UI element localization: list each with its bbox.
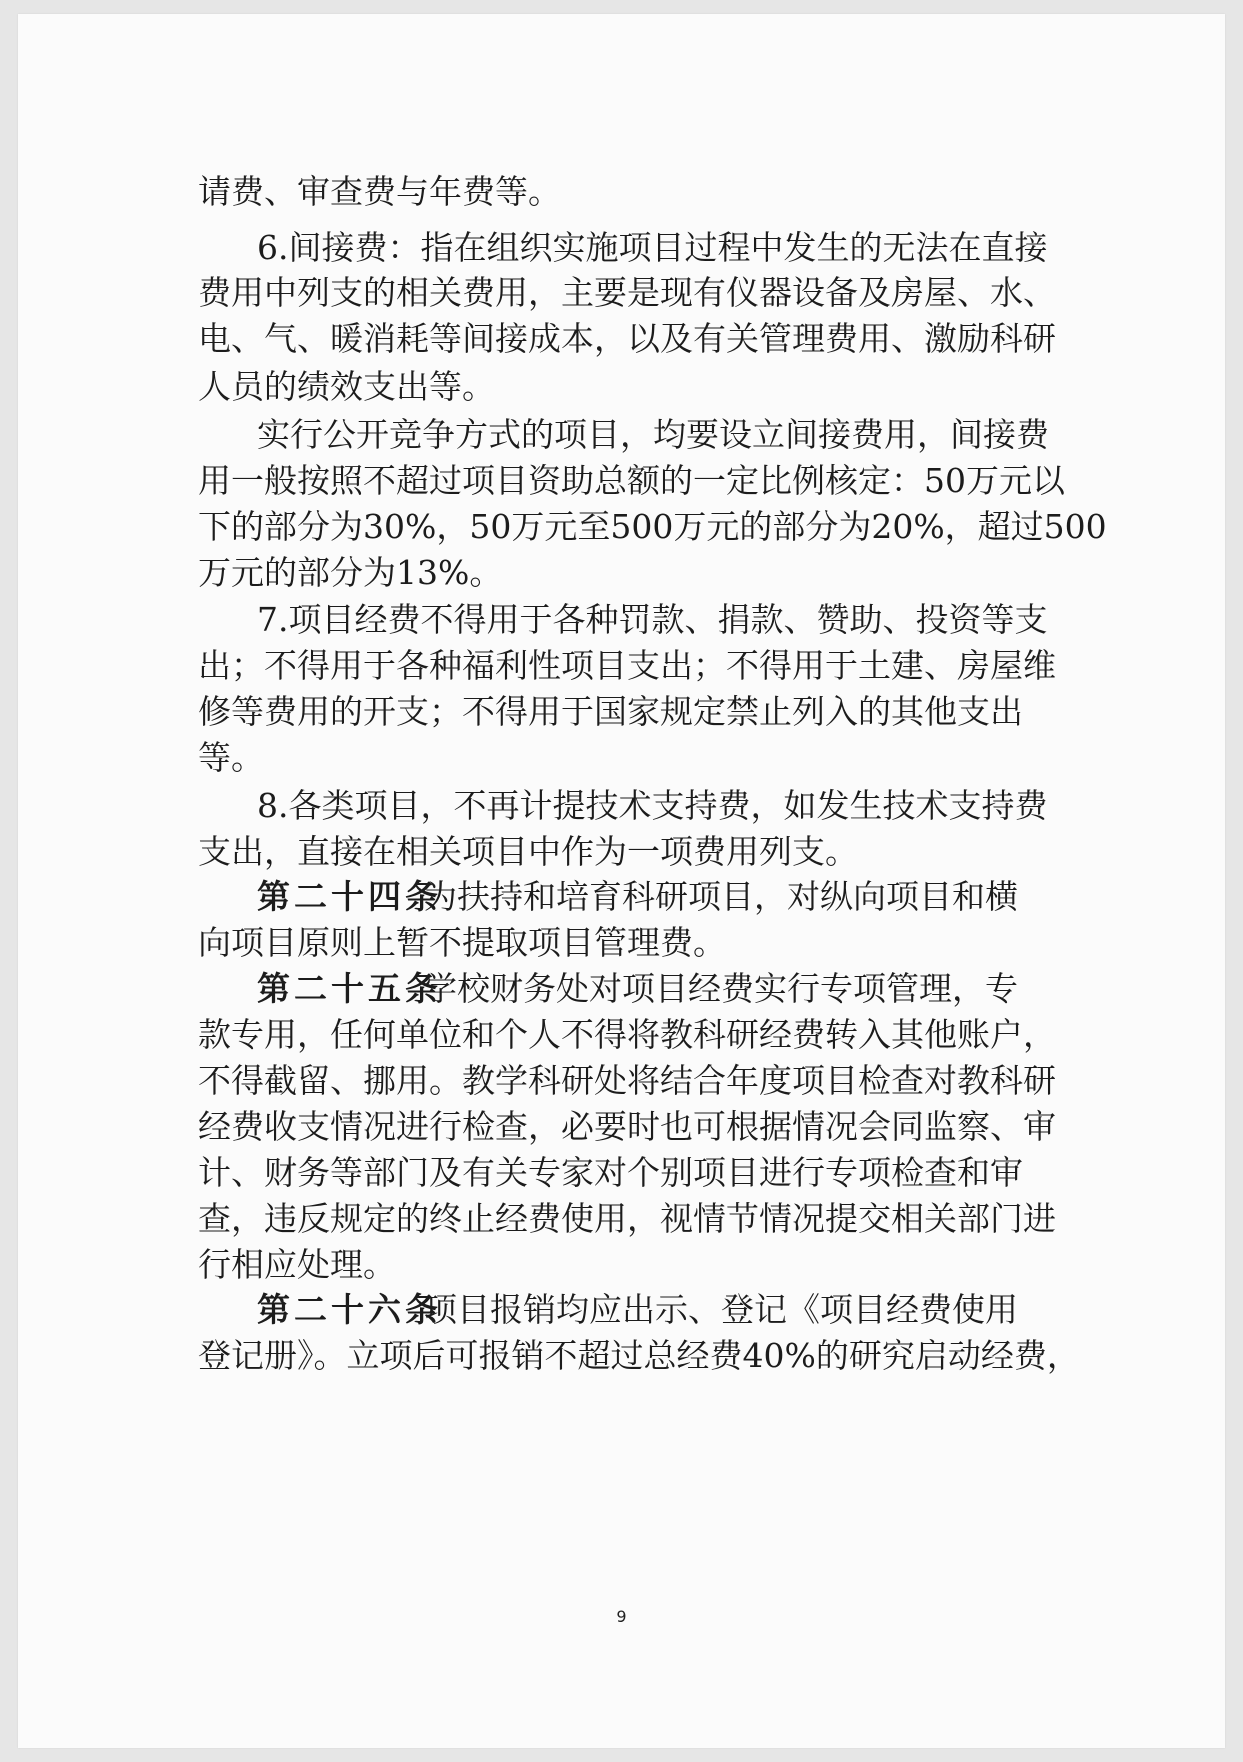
line-text: 修等费用的开支；不得用于国家规定禁止列入的其他支出: [198, 692, 1023, 731]
line-text: 款专用，任何单位和个人不得将教科研经费转入其他账户，: [198, 1015, 1056, 1054]
line-text: 项目报销均应出示、登记《项目经费使用: [424, 1290, 1018, 1329]
line-text: 万元的部分为13%。: [198, 553, 503, 592]
line-text: 请费、审查费与年费等。: [198, 172, 561, 211]
text-line: [0, 1330, 1243, 1394]
line-text: 7.项目经费不得用于各种罚款、捐款、赞助、投资等支: [257, 600, 1048, 639]
line-text: 计、财务等部门及有关专家对个别项目进行专项检查和审: [198, 1153, 1023, 1192]
line-text: 登记册》。立项后可报销不超过总经费40%的研究启动经费，: [198, 1336, 1080, 1375]
page-number: 9: [616, 1607, 627, 1626]
line-text: 向项目原则上暂不提取项目管理费。: [198, 923, 726, 962]
line-text: 学校财务处对项目经费实行专项管理，专: [424, 969, 1018, 1008]
line-text: 行相应处理。: [198, 1245, 396, 1284]
line-text: 8.各类项目，不再计提技术支持费，如发生技术支持费: [257, 786, 1048, 825]
line-text: 等。: [198, 738, 264, 777]
line-text: 用一般按照不超过项目资助总额的一定比例核定：50万元以: [198, 461, 1065, 500]
line-text: 电、气、暖消耗等间接成本，以及有关管理费用、激励科研: [198, 319, 1056, 358]
line-text: 人员的绩效支出等。: [198, 367, 495, 406]
line-text: 支出，直接在相关项目中作为一项费用列支。: [198, 832, 858, 871]
line-text: 经费收支情况进行检查，必要时也可根据情况会同监察、审: [198, 1107, 1056, 1146]
line-text: 出；不得用于各种福利性项目支出；不得用于土建、房屋维: [198, 646, 1056, 685]
article-heading: 第二十四条: [257, 877, 442, 916]
line-text: 查，违反规定的终止经费使用，视情节情况提交相关部门进: [198, 1199, 1056, 1238]
line-text: 为扶持和培育科研项目，对纵向项目和横: [424, 877, 1018, 916]
line-text: 不得截留、挪用。教学科研处将结合年度项目检查对教科研: [198, 1061, 1056, 1100]
line-text: 费用中列支的相关费用，主要是现有仪器设备及房屋、水、: [198, 273, 1056, 312]
line-text: 下的部分为30%，50万元至500万元的部分为20%，超过500: [198, 507, 1107, 546]
text-line: [0, 166, 1243, 230]
line-text: 实行公开竞争方式的项目，均要设立间接费用，间接费: [257, 415, 1049, 454]
line-text: 6.间接费：指在组织实施项目过程中发生的无法在直接: [257, 228, 1048, 267]
article-heading: 第二十六条: [257, 1290, 442, 1329]
article-heading: 第二十五条: [257, 969, 442, 1008]
